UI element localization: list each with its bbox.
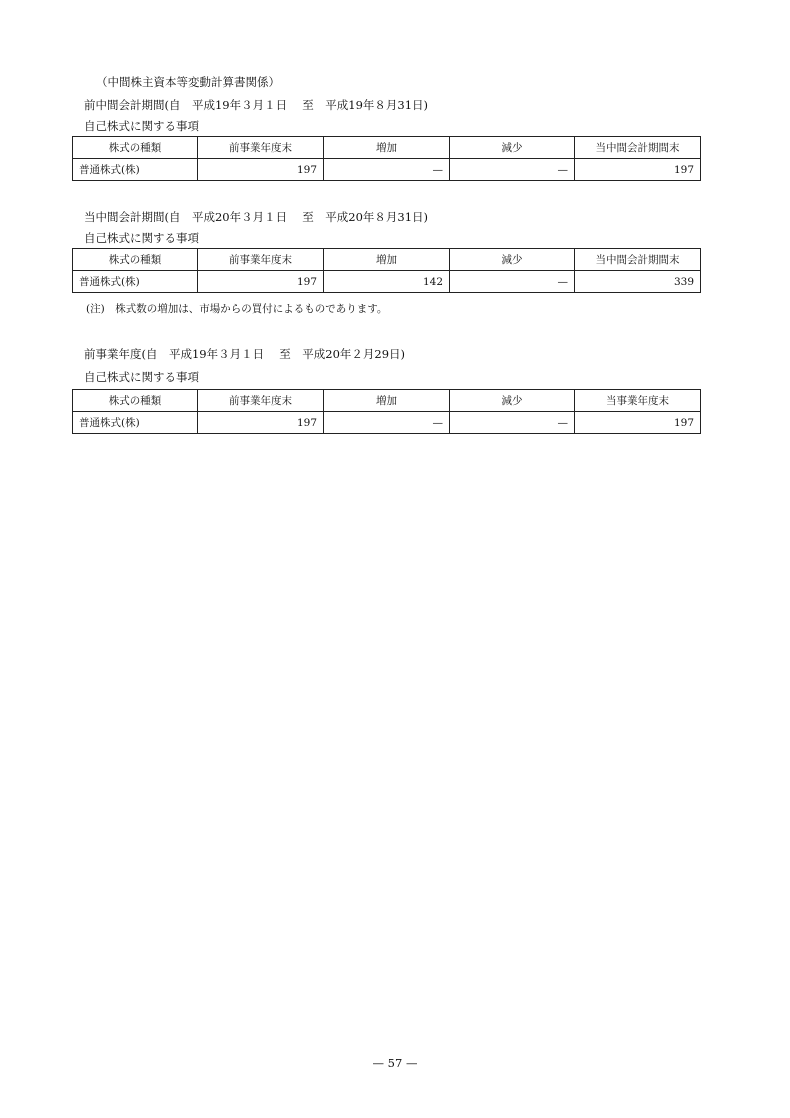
treasury-stock-table-current-interim — [72, 248, 701, 293]
header-stock-type: 株式の種類 — [73, 137, 198, 159]
header-period-end: 当中間会計期間末 — [575, 249, 701, 271]
header-prior-year-end: 前事業年度末 — [198, 137, 324, 159]
header-prior-year-end: 前事業年度末 — [198, 249, 324, 271]
treasury-stock-table-previous-year — [72, 389, 701, 434]
cell-decrease: — — [450, 412, 575, 434]
header-increase: 増加 — [324, 390, 450, 412]
header-increase: 増加 — [324, 137, 450, 159]
header-period-end: 当中間会計期間末 — [575, 137, 701, 159]
cell-decrease: — — [450, 271, 575, 293]
subtitle-treasury-stock-2: 自己株式に関する事項 — [84, 231, 199, 245]
header-year-end: 当事業年度末 — [575, 390, 701, 412]
cell-prior-year-end: 197 — [198, 159, 324, 181]
header-prior-year-end: 前事業年度末 — [198, 390, 324, 412]
cell-stock-type: 普通株式(株) — [73, 412, 198, 434]
period-current-interim: 当中間会計期間(自 平成20年３月１日 至 平成20年８月31日) — [84, 210, 429, 224]
page-number: — 57 — — [372, 1056, 418, 1070]
subtitle-treasury-stock-1: 自己株式に関する事項 — [84, 119, 199, 133]
cell-period-end: 197 — [575, 159, 701, 181]
cell-decrease: — — [450, 159, 575, 181]
table-row — [73, 159, 701, 181]
cell-increase: — — [324, 412, 450, 434]
header-decrease: 減少 — [450, 390, 575, 412]
section-heading: （中間株主資本等変動計算書関係） — [96, 75, 280, 89]
period-previous-year: 前事業年度(自 平成19年３月１日 至 平成20年２月29日) — [84, 347, 406, 361]
header-stock-type: 株式の種類 — [73, 390, 198, 412]
period-previous-interim: 前中間会計期間(自 平成19年３月１日 至 平成19年８月31日) — [84, 98, 429, 112]
cell-stock-type: 普通株式(株) — [73, 271, 198, 293]
cell-prior-year-end: 197 — [198, 271, 324, 293]
table-header-row — [73, 249, 701, 271]
header-decrease: 減少 — [450, 249, 575, 271]
table-header-row — [73, 390, 701, 412]
table-row — [73, 271, 701, 293]
cell-stock-type: 普通株式(株) — [73, 159, 198, 181]
cell-year-end: 197 — [575, 412, 701, 434]
cell-increase: 142 — [324, 271, 450, 293]
header-decrease: 減少 — [450, 137, 575, 159]
header-increase: 増加 — [324, 249, 450, 271]
treasury-stock-table-previous-interim — [72, 136, 701, 181]
header-stock-type: 株式の種類 — [73, 249, 198, 271]
table-row — [73, 412, 701, 434]
table-header-row — [73, 137, 701, 159]
subtitle-treasury-stock-3: 自己株式に関する事項 — [84, 370, 199, 384]
footnote: (注) 株式数の増加は、市場からの買付によるものであります。 — [86, 303, 388, 315]
cell-increase: — — [324, 159, 450, 181]
cell-period-end: 339 — [575, 271, 701, 293]
cell-prior-year-end: 197 — [198, 412, 324, 434]
